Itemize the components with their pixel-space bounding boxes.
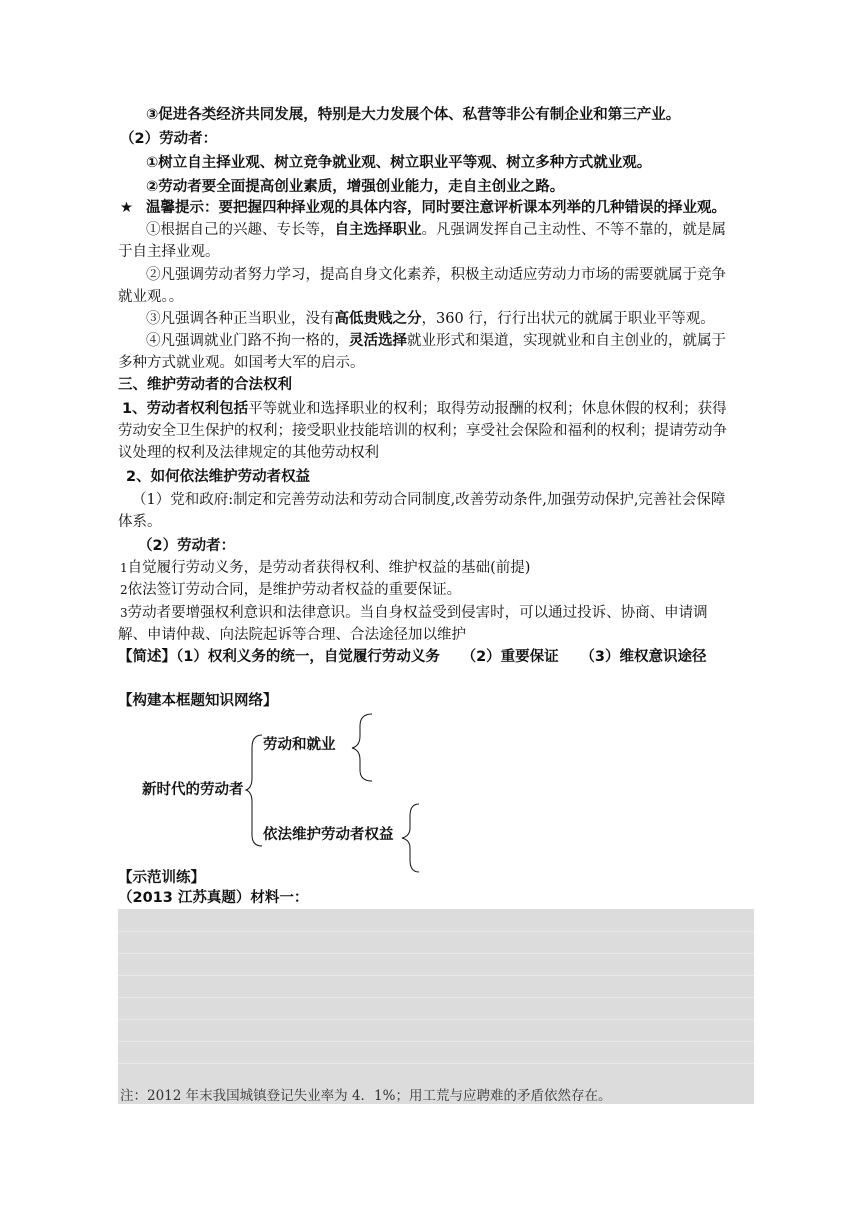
text-segment: ①根据自己的兴趣、专长等， (146, 222, 335, 238)
material-divider (118, 1063, 754, 1064)
material-divider (118, 1041, 754, 1042)
line-multiple-ways-cont: 多种方式就业观。如国考大军的启示。 (118, 355, 365, 371)
list-marker: 2 (120, 583, 128, 597)
line-competitive-cont: 就业观。。 (118, 289, 184, 305)
list-marker: 3 (120, 606, 128, 620)
network-branch-rights: 依法维护劳动者权益 (263, 827, 394, 843)
material-divider (118, 997, 754, 998)
emphasis-text: 灵活选择 (349, 333, 407, 349)
branch2-brace (402, 804, 419, 872)
network-root: 新时代的劳动者 (142, 782, 244, 798)
emphasis-text: 高低贵贱之分 (334, 311, 422, 327)
text-segment: ④凡强调就业门路不拘一格的， (146, 333, 349, 349)
emphasis-text: 自主选择职业 (334, 222, 422, 238)
line-economy-development: ③促进各类经济共同发展，特别是大力发展个体、私营等非公有制企业和第三产业。 (146, 107, 681, 123)
material-note: 注：2012 年末我国城镇登记失业率为 4．1%；用工荒与应聘难的矛盾依然存在。 (120, 1088, 612, 1104)
text-segment: 。凡强调发挥自己主动性、不等不靠的，就是属 (421, 222, 726, 238)
line-employment-views: ①树立自主择业观、树立竞争就业观、树立职业平等观、树立多种方式就业观。 (146, 155, 652, 171)
material-divider (118, 953, 754, 954)
emphasis-text: 1、劳动者权利包括 (122, 401, 249, 417)
training-heading: 【示范训练】 (118, 870, 205, 886)
material-divider (118, 931, 754, 932)
line-competitive: ②凡强调劳动者努力学习，提高自身文化素养，积极主动适应劳动力市场的需要就属于竞争 (146, 267, 726, 283)
line-self-choice-cont: 于自主择业观。 (118, 244, 220, 260)
star-icon: ★ (120, 200, 133, 216)
line-rights-cont2: 议处理的权利及法律规定的其他劳动权利 (118, 445, 379, 461)
text-segment: 劳动者要增强权利意识和法律意识。当自身权益受到侵害时，可以通过投诉、协商、申请调 (127, 605, 708, 621)
material-divider (118, 1019, 754, 1020)
subheading-workers: （2）劳动者： (138, 538, 236, 554)
material-box (118, 909, 754, 1104)
summary-line: 【简述】（1）权利义务的统一，自觉履行劳动义务 （2）重要保证 （3）维权意识途径 (118, 649, 707, 665)
section-heading-rights: 三、维护劳动者的合法权利 (118, 377, 292, 393)
text-segment: 自觉履行劳动义务，是劳动者获得权利、维护权益的基础(前提) (127, 560, 531, 576)
line-workers-heading: （2）劳动者： (120, 131, 218, 147)
text-segment: 平等就业和选择职业的权利；取得劳动报酬的权利；休息休假的权利；获得 (248, 401, 727, 417)
subheading-protect-rights: 2、如何依法维护劳动者权益 (126, 469, 311, 485)
line-rights-cont: 劳动安全卫生保护的权利；接受职业技能培训的权利；享受社会保险和福利的权利；提请劳动争 (118, 423, 727, 439)
branch1-brace (352, 714, 372, 781)
training-source: （2013 江苏真题）材料一： (118, 890, 309, 906)
line-entrepreneurship: ②劳动者要全面提高创业素质，增强创业能力，走自主创业之路。 (146, 179, 565, 195)
root-brace (246, 735, 262, 846)
line-warm-tip: 温馨提示：要把握四种择业观的具体内容，同时要注意评析课本列举的几种错误的择业观。 (146, 200, 726, 216)
text-segment: 就业形式和渠道，实现就业和自主创业的，就属于 (407, 333, 726, 349)
network-heading: 【构建本框题知识网络】 (118, 693, 278, 709)
line-party-government-cont: 体系。 (118, 514, 162, 530)
material-divider (118, 975, 754, 976)
network-branch-employment: 劳动和就业 (263, 737, 336, 753)
text-segment: ③凡强调各种正当职业，没有 (146, 311, 335, 327)
line-party-government: （1）党和政府:制定和完善劳动法和劳动合同制度,改善劳动条件,加强劳动保护,完善社会保障 (132, 492, 726, 508)
text-segment: ，360 行，行行出状元的就属于职业平等观。 (421, 311, 715, 327)
list-item-3-cont: 解、申请仲裁、向法院起诉等合理、合法途径加以维护 (118, 627, 466, 643)
list-marker: 1 (120, 561, 128, 575)
text-segment: 依法签订劳动合同，是维护劳动者权益的重要保证。 (127, 582, 462, 598)
